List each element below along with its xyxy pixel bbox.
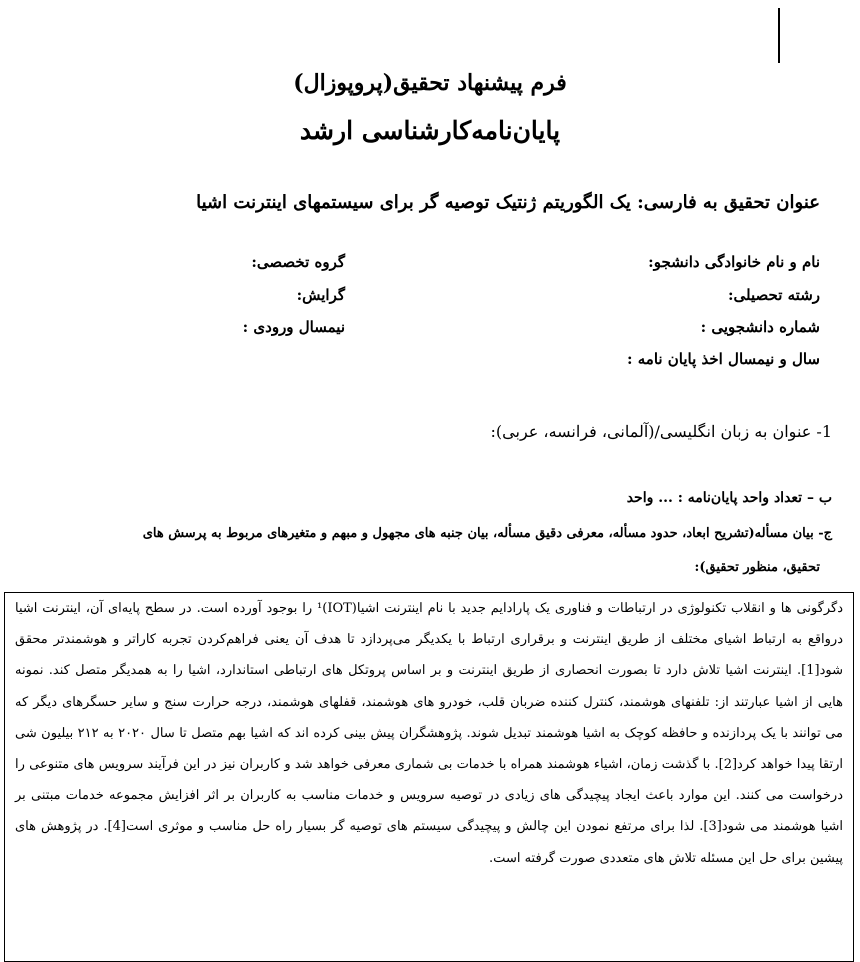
persian-title-value: یک الگوریتم ژنتیک توصیه گر برای سیستمهای اینترنت اشیا: [196, 192, 631, 213]
problem-statement-paragraph: دگرگونی ها و انقلاب تکنولوژی در ارتباطات و فناوری یک پارادایم جدید با نام اینترنت اشیا(IOT)¹ را بوجود آورده است. در سطح پایه‌ای آن، اینترنت اشیا درواقع به ارتباط اشیای مختلف از طریق اینترنت و برقراری ارتباط با یکدیگر می‌پردازد تا هدف آن یعنی فراهم‌کردن تجربه کاراتر و هوشمندتر محقق شود[1]. اینترنت اشیا تلاش دارد تا بصورت انحصاری از طریق اینترنت و بر اساس پروتکل های ارتباطی استاندارد، اشیا را به همدیگر متصل کند. نمونه هایی از اشیا عبارتند از: تلفنهای هوشمند، کنترل کننده ضربان قلب، خودرو های هوشمند، قفلهای هوشمند، درجه حرارت سنج و سایر حسگرهای دیگر که می توانند با یک پردازنده و حافظه کوچک به اشیا هوشمند تبدیل شوند. پژوهشگران پیش بینی کرده اند که اشیا بهم متصل تا سال ۲۰۲۰ به ۲۱۲ بیلیون شی ارتقا پیدا خواهد کرد[2]. با گذشت زمان، اشیاء هوشمند همراه با خدمات بی شماری معرفی خواهد شد و کاربران نیز در این فرآیند سرویس های متنوعی را درخواست می کنند. این موارد باعث ایجاد پیچیدگی های زیادی در توصیه سرویس و خدمات مناسب به کاربران بر اثر افزایش مجموعه خدمات مبتنی بر اشیا هوشمند می شود[3]. لذا برای مرتفع نمودن این چالش و پیچیدگی سیستم های توصیه گر بسیار راه حل مناسب و موثری است[4]. در پژوهش های پیشین برای حل این مسئله تلاش های متعددی صورت گرفته است.: [15, 601, 843, 866]
english-title-heading: 1- عنوان به زبان انگلیسی/(آلمانی، فرانسه، عربی):: [490, 422, 832, 441]
specialty-group-label: گروه تخصصی:: [251, 253, 345, 271]
student-name-label: نام و نام خانوادگی دانشجو:: [648, 253, 820, 271]
form-title: فرم پیشنهاد تحقیق(پروپوزال): [293, 70, 567, 96]
student-number-label: شماره دانشجویی :: [700, 318, 820, 336]
problem-statement-box: [4, 592, 854, 962]
orientation-label: گرایش:: [296, 286, 345, 304]
form-subtitle: پایان‌نامه‌کارشناسی ارشد: [299, 116, 561, 145]
thesis-semester-label: سال و نیمسال اخذ پایان نامه :: [626, 350, 820, 368]
persian-title-line: [196, 192, 820, 213]
thesis-units-heading: ب – تعداد واحد پایان‌نامه : ... واحد: [626, 490, 832, 506]
problem-statement-heading: ج- بیان مسأله(تشریح ابعاد، حدود مسأله، معرفی دقیق مسأله، بیان جنبه های مجهول و مبهم و متغیرهای مربوط به پرسش های: [142, 526, 832, 541]
problem-statement-heading-cont: تحقیق، منظور تحقیق):: [694, 560, 820, 575]
persian-title-label: عنوان تحقیق به فارسی:: [637, 192, 820, 213]
field-of-study-label: رشته تحصیلی:: [728, 286, 820, 304]
vertical-rule: [778, 8, 780, 63]
entry-semester-label: نیمسال ورودی :: [242, 318, 345, 336]
